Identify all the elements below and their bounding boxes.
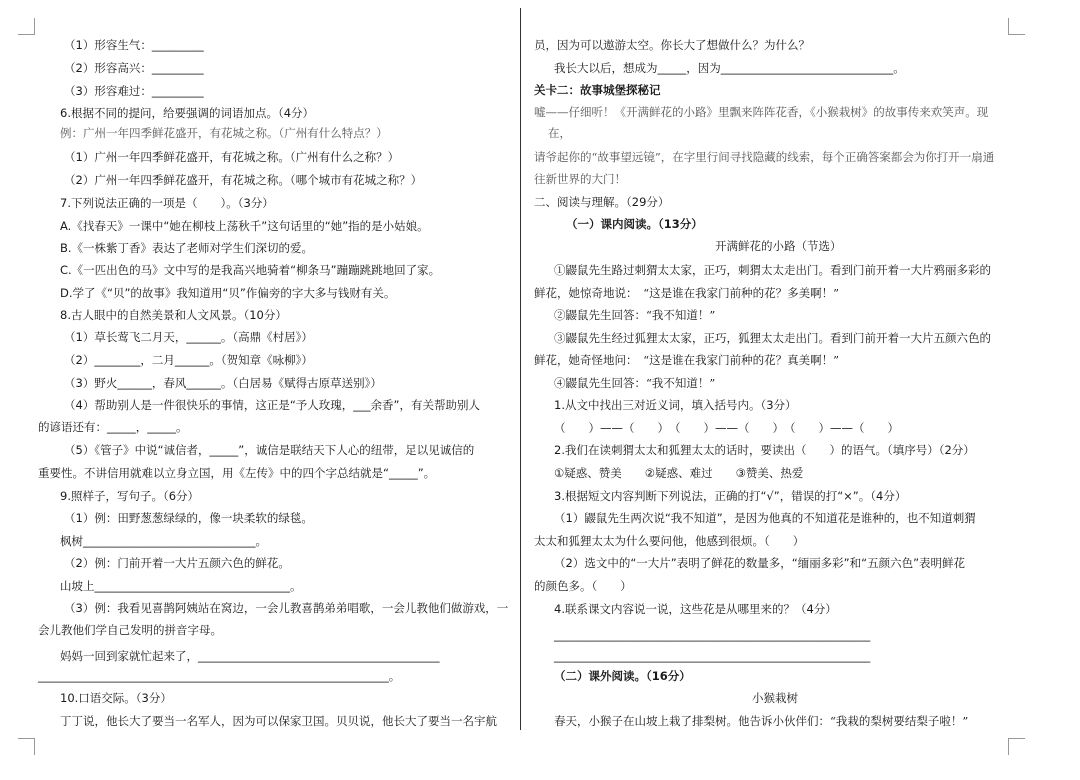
left-column-line: 枫树______________________________。 xyxy=(60,534,267,548)
left-column-line: （2）广州一年四季鲜花盛开，有花城之称。（哪个城市有花城之称？） xyxy=(64,173,423,187)
right-column-line: 的颜色多。（ ） xyxy=(534,579,632,593)
left-column-line: （2）形容高兴：_________ xyxy=(64,61,204,75)
crop-mark-bottom-right xyxy=(1008,738,1025,755)
right-column-line: ①疑惑、赞美 ②疑惑、难过 ③赞美、热爱 xyxy=(554,466,804,480)
left-column-line: （1）草长莺飞二月天，______。（高鼎《村居》） xyxy=(64,330,313,344)
right-column-line: 我长大以后，想成为_____，因为______________________________。 xyxy=(554,61,905,75)
right-column-line: 4.联系课文内容说一说，这些花是从哪里来的？（4分） xyxy=(554,602,837,616)
crop-mark-top-right xyxy=(1008,18,1025,35)
left-column-line: 9.照样子，写句子。（6分） xyxy=(60,489,200,503)
right-column-line: 1.从文中找出三对近义词，填入括号内。（3分） xyxy=(554,398,797,412)
right-column-line: 鲜花，她惊奇地说： “这是谁在我家门前种的花？多美啊！” xyxy=(534,286,840,300)
right-column-line: （2）选文中的“一大片”表明了鲜花的数量多，“缅丽多彩”和“五颜六色”表明鲜花 xyxy=(554,556,966,570)
right-column-line: 二、阅读与理解。（29分） xyxy=(534,195,670,209)
left-column-line: （5）《管子》中说“诚信者，_____”，诚信是联结天下人心的纽带，足以见诚信的 xyxy=(64,443,475,457)
left-column-line: _____________________________________________________________。 xyxy=(38,669,401,683)
left-column-line: （1）例：田野葱葱绿绿的，像一块柔软的绿毯。 xyxy=(64,511,313,525)
left-column-line: （2）________，二月______。（贺知章《咏柳》） xyxy=(64,353,313,367)
left-column-line: C.《一匹出色的马》文中写的是我高兴地骑着“柳条马”蹦蹦跳跳地回了家。 xyxy=(60,263,441,277)
right-column-line: 往新世界的大门！ xyxy=(534,172,626,186)
left-column-line: 8.古人眼中的自然美景和人文风景。（10分） xyxy=(60,308,287,322)
left-column-line: 6.根据不同的提问，给要强调的词语加点。（4分） xyxy=(60,106,315,120)
left-column-line: 丁丁说，他长大了要当一名军人，因为可以保家卫国。贝贝说，他长大了要当一名宇航 xyxy=(60,714,497,728)
right-column-line: 小猴栽树 xyxy=(752,691,798,705)
right-column-line: （ ）——（ ） （ ）——（ ） （ ）——（ ） xyxy=(554,421,899,435)
left-column-line: B.《一株紫丁香》表达了老师对学生们深切的爱。 xyxy=(60,241,314,255)
left-column-line: 例：广州一年四季鲜花盛开，有花城之称。（广州有什么特点？） xyxy=(60,126,388,140)
right-column-line: （一）课内阅读。（13分） xyxy=(566,217,703,231)
right-column-line: ④鼹鼠先生回答：“我不知道！” xyxy=(554,376,716,390)
left-column-line: （4）帮助别人是一件很快乐的事情，这正是“予人玫瑰，___余香”，有关帮助别人 xyxy=(64,398,480,412)
right-column-line: 鲜花，她奇怪地问： “这是谁在我家门前种的花？真美啊！” xyxy=(534,353,840,367)
left-column-line: 会儿教他们学自己发明的拼音字母。 xyxy=(38,623,222,637)
right-column-line: 开满鲜花的小路（节选） xyxy=(715,239,842,253)
left-column-line: （3）形容难过：_________ xyxy=(64,84,204,98)
right-column-line: 嘘——仔细听！《开满鲜花的小路》里飘来阵阵花香，《小猴栽树》的故事传来欢笑声。现 xyxy=(534,105,989,119)
crop-mark-bottom-left xyxy=(18,738,35,755)
left-column-line: 山坡上__________________________________。 xyxy=(60,579,302,593)
right-column-line: （二）课外阅读。（16分） xyxy=(554,669,691,683)
right-column-line: 2.我们在读刺猬太太和狐狸太太的话时，要读出（ ）的语气。（填序号）（2分） xyxy=(554,443,975,457)
left-column-line: 10.口语交际。（3分） xyxy=(60,691,172,705)
right-column-line: _______________________________________________________ xyxy=(554,628,871,642)
left-column-line: A.《找春天》一课中“她在柳枝上荡秋千”这句话里的“她”指的是小姑娘。 xyxy=(60,219,429,233)
left-column-line: （1）广州一年四季鲜花盛开，有花城之称。（广州有什么之称？） xyxy=(64,150,400,164)
left-column-line: 重要性。不讲信用就难以立身立国，用《左传》中的四个字总结就是“_____”。 xyxy=(38,466,436,480)
right-column-line: （1）鼹鼠先生两次说“我不知道”，是因为他真的不知道花是谁种的，也不知道刺猬 xyxy=(554,511,976,525)
right-column-line: 春天，小猴子在山坡上栽了排梨树。他告诉小伙伴们：“我栽的梨树要结梨子啦！” xyxy=(554,714,969,728)
right-column-line: 员，因为可以遨游太空。你长大了想做什么？为什么？ xyxy=(534,38,810,52)
right-column-line: 请爷起你的“故事望远镜”，在字里行间寻找隐藏的线索，每个正确答案都会为你打开一扇通 xyxy=(534,150,995,164)
left-column-line: 的谚语还有：_____，_____。 xyxy=(38,420,188,434)
left-column-line: D.学了《“贝”的故事》我知道用“贝”作偏旁的字大多与钱财有关。 xyxy=(60,286,396,300)
left-column-line: （3）野火______，春风______。（白居易《赋得古原草送别》） xyxy=(64,376,382,390)
left-column-line: （3）例：我看见喜鹊阿姨站在窝边，一会儿教喜鹊弟弟唱歌，一会儿教他们做游戏，一 xyxy=(64,601,509,615)
left-column-line: （2）例：门前开着一大片五颜六色的鲜花。 xyxy=(64,556,290,570)
right-column-line: ②鼹鼠先生回答：“我不知道！” xyxy=(554,308,716,322)
right-column-line: ③鼹鼠先生经过狐狸太太家，正巧，狐狸太太走出门。看到门前开着一大片五颜六色的 xyxy=(554,331,991,345)
left-column-line: 7.下列说法正确的一项是（ ）。（3分） xyxy=(60,196,274,210)
left-column-line: 妈妈一回到家就忙起来了，__________________________________________ xyxy=(60,649,440,663)
right-column-line: 在， xyxy=(548,126,571,140)
right-column-line: 关卡二：故事城堡探秘记 xyxy=(534,83,661,97)
right-column-line: _______________________________________________________ xyxy=(554,649,871,663)
right-column-line: 太太和狐狸太太为什么要问他，他感到很烦。（ ） xyxy=(534,534,805,548)
left-column-line: （1）形容生气：_________ xyxy=(64,38,204,52)
column-divider xyxy=(520,8,521,730)
right-column-line: 3.根据短文内容判断下列说法，正确的打“√”，错误的打“×”。（4分） xyxy=(554,489,907,503)
right-column-line: ①鼹鼠先生路过刺猬太太家，正巧，刺猬太太走出门。看到门前开着一大片鸦丽多彩的 xyxy=(554,263,991,277)
crop-mark-top-left xyxy=(18,18,35,35)
